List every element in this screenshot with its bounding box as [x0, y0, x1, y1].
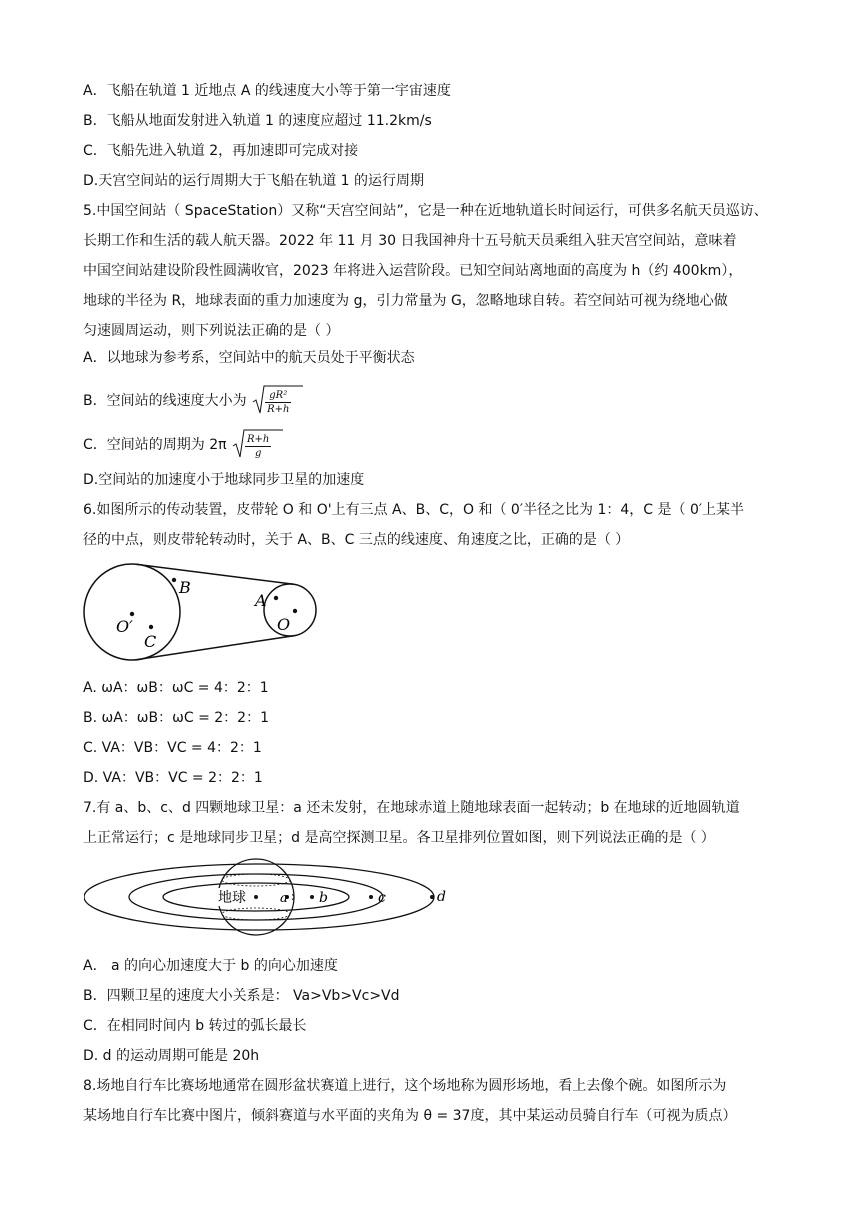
- point-b-dot: [172, 578, 176, 582]
- fraction-numerator: R+h: [245, 431, 271, 447]
- q5-option-a: A．以地球为参考系，空间站中的航天员处于平衡状态: [83, 350, 415, 366]
- satellite-b-dot: [310, 895, 314, 899]
- earth-latitude-upper: [222, 874, 290, 886]
- q6-stem-line-2: 径的中点，则皮带轮转动时，关于 A、B、C 三点的线速度、角速度之比，正确的是（ ）: [83, 532, 630, 548]
- q5-stem-line-2: 长期工作和生活的载人航天器。2022 年 11 月 30 日我国神舟十五号航天员乘组入驻天宫空间站，意味着: [83, 233, 737, 249]
- earth-label: 地球: [218, 890, 246, 906]
- label-b: b: [319, 890, 328, 906]
- center-o-prime-dot: [130, 612, 134, 616]
- earth-latitude-lower: [222, 908, 290, 920]
- q5-option-c: [83, 428, 271, 462]
- q4-option-b: B．飞船从地面发射进入轨道 1 的速度应超过 11.2km/s: [83, 113, 432, 129]
- q8-stem-line-2: 某场地自行车比赛中图片，倾斜赛道与水平面的夹角为 θ = 37度，其中某运动员骑自行车（可视为质点）: [83, 1108, 737, 1124]
- q7-option-d: D. d 的运动周期可能是 20h: [83, 1048, 260, 1064]
- sqrt-expression: [231, 428, 271, 462]
- belt-top: [136, 564, 294, 584]
- fraction-denominator: g: [254, 447, 262, 459]
- label-a: a: [280, 891, 288, 906]
- label-a: A: [255, 591, 267, 610]
- label-c: c: [378, 890, 386, 906]
- label-d: d: [437, 889, 446, 905]
- q5-stem-line-1: 5.中国空间站（ SpaceStation）又称“天宫空间站”，它是一种在近地轨道长时间运行，可供多名航天员巡访、: [83, 203, 768, 219]
- radical-sign: [231, 428, 283, 460]
- q5-stem-line-3: 中国空间站建设阶段性圆满收官，2023 年将进入运营阶段。已知空间站离地面的高度为 h（约 400km），: [83, 263, 743, 279]
- satellite-c-dot: [369, 895, 373, 899]
- q4-option-c: C．飞船先进入轨道 2，再加速即可完成对接: [83, 143, 359, 159]
- q7-stem-line-2: 上正常运行；c 是地球同步卫星；d 是高空探测卫星。各卫星排列位置如图，则下列说法正确的是（ ）: [83, 830, 715, 846]
- fraction-denominator: R+h: [267, 403, 290, 415]
- point-a-dot: [274, 596, 278, 600]
- pulley-diagram: [80, 560, 330, 670]
- earth-center-dot: [254, 895, 258, 899]
- satellite-orbit-diagram: [84, 856, 454, 946]
- q4-option-a: A．飞船在轨道 1 近地点 A 的线速度大小等于第一宇宙速度: [83, 83, 451, 99]
- label-o: O: [277, 615, 291, 634]
- q8-stem-line-1: 8.场地自行车比赛场地通常在圆形盆状赛道上进行，这个场地称为圆形场地，看上去像个碗。如图所示为: [83, 1078, 727, 1094]
- sqrt-expression: [251, 384, 291, 418]
- radical-sign: [251, 384, 303, 416]
- q5-option-b: [83, 384, 291, 418]
- q6-stem-line-1: 6.如图所示的传动装置，皮带轮 O 和 O'上有三点 A、B、C，O 和（ 0′半径之比为 1：4，C 是（ 0′上某半: [83, 502, 745, 518]
- q7-stem-line-1: 7.有 a、b、c、d 四颗地球卫星：a 还未发射，在地球赤道上随地球表面一起转动；b 在地球的近地圆轨道: [83, 800, 740, 816]
- label-o-prime: O′: [116, 617, 133, 636]
- fraction-numerator: gR²: [265, 387, 291, 403]
- q6-option-b: B. ωA：ωB：ωC = 2：2：1: [83, 710, 269, 726]
- q7-option-a: A． a 的向心加速度大于 b 的向心加速度: [83, 958, 338, 974]
- q5-option-c-text: C．空间站的周期为 2π: [83, 437, 227, 453]
- q4-option-d: D.天宫空间站的运行周期大于飞船在轨道 1 的运行周期: [83, 173, 425, 189]
- q5-stem-line-5: 匀速圆周运动，则下列说法正确的是（ ）: [83, 323, 340, 339]
- q5-option-b-text: B．空间站的线速度大小为: [83, 393, 247, 409]
- q5-option-d: D.空间站的加速度小于地球同步卫星的加速度: [83, 472, 365, 488]
- q6-option-d: D. VA：VB：VC = 2：2：1: [83, 770, 263, 786]
- satellite-d-dot: [430, 895, 434, 899]
- label-c: C: [144, 632, 157, 651]
- q5-stem-line-4: 地球的半径为 R，地球表面的重力加速度为 g，引力常量为 G，忽略地球自转。若空间站可视为绕地心做: [83, 293, 728, 309]
- q7-option-c: C．在相同时间内 b 转过的弧长最长: [83, 1018, 307, 1034]
- center-o-dot: [293, 609, 297, 613]
- belt-bottom: [136, 636, 294, 660]
- label-b: B: [179, 578, 191, 597]
- q6-option-c: C. VA：VB：VC = 4：2：1: [83, 740, 262, 756]
- point-c-dot: [149, 625, 153, 629]
- q7-option-b: B．四颗卫星的速度大小关系是： Va>Vb>Vc>Vd: [83, 988, 400, 1004]
- q6-option-a: A. ωA：ωB：ωC = 4：2：1: [83, 680, 269, 696]
